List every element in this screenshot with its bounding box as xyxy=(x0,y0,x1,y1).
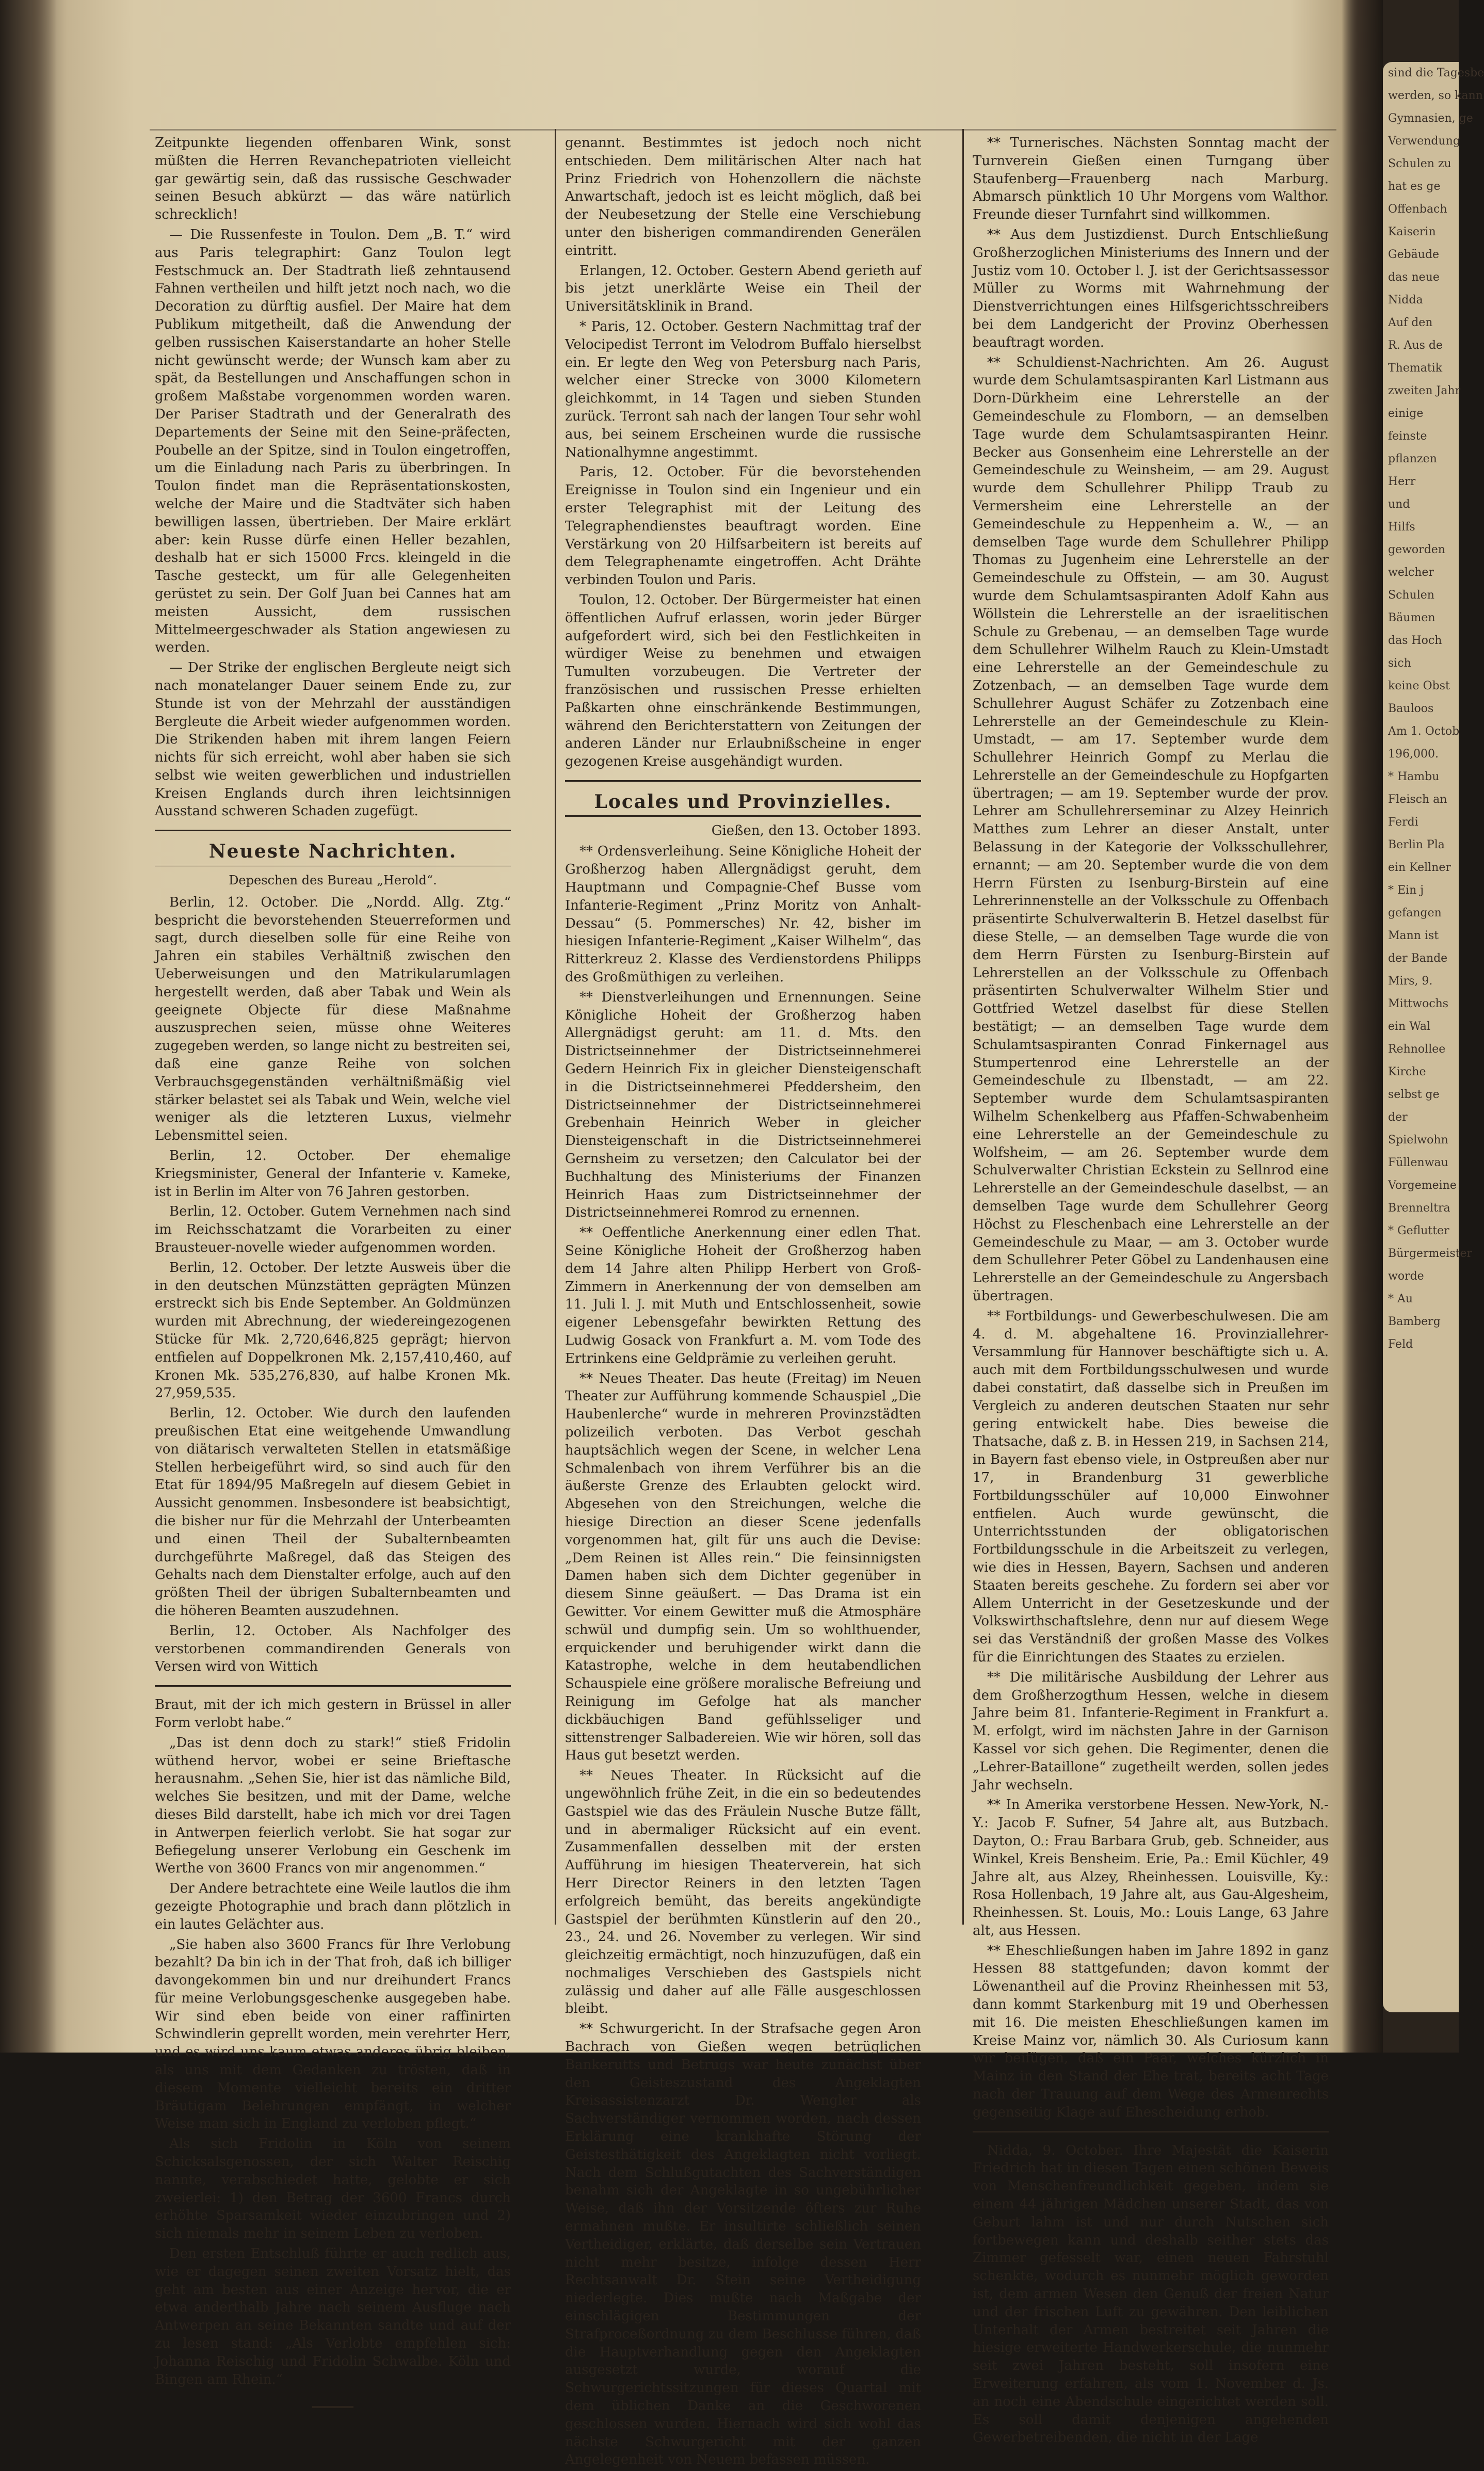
adjacent-page-line: Kaiserin xyxy=(1388,225,1436,238)
news-item: Berlin, 12. October. Der letzte Ausweis über die in den deutschen Münzstätten geprägten Münzen erstreckt sich bis Ende September. An Goldmünzen wurden mit Abrechnung, der wiedereingezogenen Stücke für Mk. 2,720,646,825 geprägt; hiervon entfielen auf Doppelkronen Mk. 2,157,410,460, auf Kronen Mk. 535,276,830, auf halbe Kronen Mk. 27,959,535. xyxy=(155,1259,511,1401)
adjacent-page-line: selbst ge xyxy=(1388,1088,1440,1101)
adjacent-page-line: Mirs, 9. xyxy=(1388,975,1433,988)
adjacent-page-line: gefangen xyxy=(1388,907,1442,919)
adjacent-page-line: der Bande xyxy=(1388,952,1448,965)
adjacent-page-fragment xyxy=(1383,62,1484,2012)
column-3 xyxy=(973,134,1329,2449)
adjacent-page-line: Ferdi xyxy=(1388,816,1418,829)
adjacent-page-line: sich xyxy=(1388,657,1411,670)
adjacent-page-line: Bürgermeister xyxy=(1388,1247,1473,1260)
adjacent-page-line: Vorgemeine xyxy=(1388,1179,1457,1192)
adjacent-page-line: einige xyxy=(1388,407,1424,420)
adjacent-page-line: das neue xyxy=(1388,271,1440,284)
article-paragraph: Zeitpunkte liegenden offenbaren Wink, sonst müßten die Herren Revanchepatrioten vielleicht gar gewärtig sein, daß das russische Geschwader seinen Besuch abkürzt — das wäre natürlich schrecklich! xyxy=(155,135,511,223)
adjacent-page-line: Fleisch an xyxy=(1388,793,1447,806)
adjacent-page-line: zweiten Jahr xyxy=(1388,384,1461,397)
dateline: Gießen, den 13. October 1893. xyxy=(711,822,921,838)
adjacent-page-line: Spielwohn xyxy=(1388,1134,1448,1146)
adjacent-page-line: geworden xyxy=(1388,543,1445,556)
adjacent-page-line: Nidda xyxy=(1388,294,1423,306)
adjacent-page-line: worde xyxy=(1388,1270,1424,1283)
adjacent-page-line: werden, so kann xyxy=(1388,89,1483,102)
adjacent-page-line: Bäumen xyxy=(1388,611,1435,624)
local-item: ** Dienstverleihungen und Ernennungen. Seine Königliche Hoheit der Großherzog haben Allergnädigst geruht: am 11. d. Mts. den Districtseinnehmer der Districtseinnehmerei Gedern Heinrich Fix in gleicher Diensteigenschaft in die Districtseinnehmerei Pfeddersheim, den Districtseinnehmer der Districtseinnehmerei Grebenhain Heinrich Weber in gleicher Diensteigenschaft in die Districtseinnehmerei Gernsheim zu versetzen; den Calculator bei der Buchhaltung des Ministeriums der Finanzen Heinrich Haas zum Districtseinnehmer der Districtseinnehmerei Romrod zu ernennen. xyxy=(565,989,921,1221)
column-divider xyxy=(962,129,964,1925)
adjacent-page-line: Kirche xyxy=(1388,1065,1426,1078)
adjacent-page-line: pflanzen xyxy=(1388,453,1437,465)
page-binding-edge xyxy=(0,0,57,2053)
local-item: Nidda, 9. October. Ihre Majestät die Kaiserin Friedrich hat in diesen Tagen einen schönen Beweis von Menschenfreundlichkeit gegeben, indem sie einem 44 jährigen Mädchen unserer Stadt, das von Geburt lahm ist und nur durch Nutschen sich fortbewegen kann und deshalb seither stets das Zimmer gefesselt war, einen neuen Fahrstuhl schenkte, wodurch es nunmehr möglich geworden ist, dem armen Wesen den Genuß der freien Natur und der frischen Luft zu gewähren. Den leiblichen Unterhalt der Armen bestreitet seit Jahren die hiesige erweiterte Handwerkerschule, die nunmehr seit zwei Jahren besteht, soll insofern eine Erweiterung erfahren, als vom 1. November d. Js. an noch eine Abendschule eingerichtet werden soll. Es soll damit denjenigen angehenden Gewerbetreibenden, die nicht in der Lage xyxy=(973,2142,1329,2446)
adjacent-page-line: feinste xyxy=(1388,430,1427,443)
adjacent-page-line: ein Wal xyxy=(1388,1020,1431,1033)
news-item: Berlin, 12. October. Wie durch den laufenden preußischen Etat eine weitgehende Umwandlung von diätarisch verwalteten Stellen in etatsmäßige Stellen herbeigeführt wird, so sind auch für den Etat für 1894/95 Maßregeln auf diesem Gebiet in Aussicht genommen. Insbesondere ist beabsichtigt, die bisher nur für die Mehrzahl der Unterbeamten und einen Theil der Subalternbeamten durchgeführte Maßregel, daß das Steigen des Gehalts nach dem Dienstalter erfolge, auch auf den größten Theil der übrigen Subalternbeamten und die höheren Beamten auszudehnen. xyxy=(155,1406,511,1619)
adjacent-page-line: Füllenwau xyxy=(1388,1156,1448,1169)
end-rule xyxy=(312,2406,353,2408)
local-item: ** Schwurgericht. In der Strafsache gegen Aron Bachrach von Gießen wegen betrüglichen Bankerutts und Betrugs war heute zunächst über den Geisteszustand des Angeklagten Kreisassistenzarzt Dr. Wengler als Sachverständiger vernommen worden, nach dessen Erklärung eine krankhafte Störung der Geistesthätigkeit des Angeklagten nicht vorliegt. Nach dem Schlußgutachten des Sachverständigen benahm sich der Angeklagte in so ungebührlicher Weise, daß ihn der Vorsitzende öfters zur Ruhe ermahnen mußte. Er insultirte schließlich seinen Vertheidiger, erklärte, daß derselbe sein Vertrauen nicht mehr besitze, infolge dessen Herr Rechtsanwalt Dr. Stein seine Vertheidigung niederlegte. Dies mußte nach Maßgabe der einschlägigen Bestimmungen der Strafproceßordnung zu dem Beschlusse führen, daß die Hauptverhandlung gegen den Angeklagten ausgesetzt wurde, worauf die Schwurgerichtssitzungen für dieses Quartal mit dem üblichen Danke an die Geschworenen geschlossen wurden. Hiernach wird sich wohl das nächste Schwurgericht mit der ganzen Angelegenheit von Neuem befassen müssen. xyxy=(565,2021,921,2468)
news-item: Berlin, 12. October. Als Nachfolger des verstorbenen commandirenden Generals von Versen wird von Wittich xyxy=(155,1623,511,1675)
adjacent-page-line: Herr xyxy=(1388,475,1416,488)
adjacent-page-line: Schulen xyxy=(1388,589,1434,602)
adjacent-page-line: der xyxy=(1388,1111,1408,1124)
feuilleton-rule xyxy=(155,1685,511,1687)
adjacent-page-line: sind die Tagesbe xyxy=(1388,67,1484,79)
section-subheading: Depeschen des Bureau „Herold“. xyxy=(229,873,437,888)
adjacent-page-line: Verwendung xyxy=(1388,135,1460,148)
adjacent-page-line: Auf den xyxy=(1388,316,1433,329)
news-item: * Paris, 12. October. Gestern Nachmittag traf der Velocipedist Terront im Velodrom Buffalo hierselbst ein. Er legte den Weg von Petersburg nach Paris, welcher einer Strecke von 3000 Kilometern gleichkommt, in 14 Tagen und sieben Stunden zurück. Terront sah nach der langen Tour sehr wohl aus, bei seinem Erscheinen wurde die russische Nationalhymne angestimmt. xyxy=(565,318,921,460)
section-heading-locales-und-provinzielles: Locales und Provinzielles. xyxy=(565,793,921,817)
story-paragraph: Als sich Fridolin in Köln von seinem Schicksalsgenossen, der sich Walter Reischig nannte, verabschiedet hatte, gelobte er sich zweierlei: 1) den Betrag der 3600 Francs durch erhöhte Sparsamkeit wieder einzubringen und 2) sich niemals mehr in seinem Leben zu verloben. xyxy=(155,2136,511,2242)
story-paragraph: Der Andere betrachtete eine Weile lautlos die ihm gezeigte Photographie und brach dann plötzlich in ein lautes Gelächter aus. xyxy=(155,1881,511,1932)
adjacent-page-line: Mittwochs xyxy=(1388,997,1449,1010)
adjacent-page-line: Berlin Pla xyxy=(1388,838,1445,851)
adjacent-page-line: * Hambu xyxy=(1388,770,1440,783)
local-item: ** Eheschließungen haben im Jahre 1892 in ganz Hessen 88 stattgefunden; davon kommt der Löwenantheil auf die Provinz Rheinhessen mit 53, dann kommt Starkenburg mit 19 und Oberhessen mit 16. Die meisten Eheschließungen kamen im Kreise Mainz vor, nämlich 30. Als Curiosum kann wir beifügen, daß ein Paar, welches kürzlich in Mainz in den Stand der Ehe trat, bereits acht Tage nach der Trauung auf dem Wege des Armenrechts gegenseitig Klage auf Ehescheidung erhob. xyxy=(973,1943,1329,2120)
story-paragraph: Den ersten Entschluß führte er auch redlich aus, wie er dagegen seinen zweiten Vorsatz hielt, das geht am besten aus einer Anzeige hervor, die er etwa anderthalb Jahre nach seinem Ausfluge nach Antwerpen an seine Bekannten sandte und auf der zu lesen stand: „Als Verlobte empfehlen sich: Johanna Reischig und Fridolin Schwalbe. Köln und Bingen am Rhein.“ xyxy=(155,2246,511,2387)
adjacent-page-line: * Geflutter xyxy=(1388,1224,1449,1237)
adjacent-page-line: Gebäude xyxy=(1388,248,1440,261)
story-paragraph: „Das ist denn doch zu stark!“ stieß Fridolin wüthend hervor, wobei er seine Brieftasche herausnahm. „Sehen Sie, hier ist das nämliche Bild, welches Sie besitzen, und mit der Dame, welche dieses Bild darstellt, habe ich mich vor drei Tagen in Antwerpen feierlich verlobt. Sie hat sogar zur Befiegelung unserer Verlobung ein Geschenk im Werthe von 3600 Francs von mir angenommen.“ xyxy=(155,1735,511,1877)
adjacent-page-line: ein Kellner xyxy=(1388,861,1451,874)
article-paragraph: — Die Russenfeste in Toulon. Dem „B. T.“ wird aus Paris telegraphirt: Ganz Toulon legt Festschmuck an. Der Stadtrath ließ zehntausend Fahnen vertheilen und hilft jetzt noch nach, wo die Decoration zu dürftig ausfiel. Der Maire hat dem Publikum mitgetheilt, daß die Anwendung der gelben russischen Kaiserstandarte an hoher Stelle nicht gewünscht werde; der Wunsch kam aber zu spät, da Bestellungen und Anschaffungen schon in großem Maßstabe vorgenommen worden waren. Der Pariser Stadtrath und der Generalrath des Departements der Seine mit den Seine-präfecten, Poubelle an der Spitze, sind in Toulon eingetroffen, um die Einladung nach Paris zu überbringen. In Toulon findet man die Repräsentationskosten, welche der Maire und die Stadtväter sich haben bewilligen lassen, übertrieben. Der Maire erklärt aber: kein Russe dürfe einen Heller bezahlen, deshalb hat er sich 15000 Frcs. kleingeld in die Tasche gesteckt, um für alle Gelegenheiten gerüstet zu sein. Der Golf Juan bei Cannes hat am meisten Aussicht, dem russischen Mittelmeergeschwader als Station angewiesen zu werden. xyxy=(155,227,511,656)
adjacent-page-line: Schulen zu xyxy=(1388,157,1451,170)
local-item: ** Neues Theater. In Rücksicht auf die ungewöhnlich frühe Zeit, in die ein so bedeutendes Gastspiel wie das des Fräulein Nusche Butze fällt, und in abermaliger Rücksicht auf ein event. Zusammenfallen desselben mit der ersten Aufführung im hiesigen Theaterverein, hat sich Herr Director Reiners in den letzten Tagen erfolgreich bemüht, das bereits angekündigte Gastspiel der berühmten Künstlerin auf den 20., 23., 24. und 26. November zu verlegen. Wir sind gleichzeitig ermächtigt, noch hinzuzufügen, daß ein nochmaliges Verschieben des Gastspiels nicht zulässig und daher auf alle Fälle ausgeschlossen bleibt. xyxy=(565,1768,921,2017)
local-item: ** Neues Theater. Das heute (Freitag) im Neuen Theater zur Aufführung kommende Schauspiel „Die Haubenlerche“ wurde in mehreren Provinzstädten polizeilich verboten. Das Verbot geschah hauptsächlich wegen der Scene, in welcher Lena Schmalenbach von ihrem Verführer bis an die äußerste Grenze des Erlaubten gelockt wird. Abgesehen von den Streichungen, welche die hiesige Direction an dieser Scene jedenfalls vorgenommen hat, gilt für uns auch die Devise: „Dem Reinen ist Alles rein.“ Die feinsinnigsten Damen haben sich dem Dichter gegenüber in diesem Sinne geäußert. — Das Drama ist ein Gewitter. Vor einem Gewitter muß die Atmosphäre schwül und dumpfig sein. Um so wohlthuender, erquickender und beruhigender wirkt dann die Katastrophe, welche in dem heutabendlichen Schauspiele eine größere moralische Befreiung und Reinigung im Gefolge hat als mancher dickbäuchigen Band gefühlsseliger und sittenstrenger Salbadereien. Wie wir hören, soll das Haus gut besetzt werden. xyxy=(565,1370,921,1764)
adjacent-page-line: und xyxy=(1388,498,1410,511)
local-item: ** Fortbildungs- und Gewerbeschulwesen. Die am 4. d. M. abgehaltene 16. Provinziallehrer-Versammlung für Hannover beschäftigte sich u. A. auch mit dem Fortbildungsschulwesen und wurde dabei constatirt, daß dasselbe sich in Preußen im Vergleich zu anderen deutschen Staaten nur sehr gering entwickelt habe. Dies beweise die Thatsache, daß z. B. in Hessen 219, in Sachsen 214, in Bayern fast ebenso viele, in Ostpreußen aber nur 17, in Brandenburg 31 gewerbliche Fortbildungsschüler auf 10,000 Einwohner entfielen. Auch wurde gewünscht, die Unterrichtsstunden der obligatorischen Fortbildungsschule in die Arbeitszeit zu verlegen, wie dies in Hessen, Bayern, Sachsen und anderen Staaten bereits geschehe. Zu fordern sei aber vor Allem Unterricht in der Gesetzeskunde und der Volkswirthschaftslehre, denn nur auf diesem Wege sei das Verständniß der großen Masse des Volkes für die Einrichtungen des Staates zu erzielen. xyxy=(973,1308,1329,1665)
adjacent-page-line: Am 1. Octob xyxy=(1388,725,1460,738)
news-item: Berlin, 12. October. Gutem Vernehmen nach sind im Reichsschatzamt die Vorarbeiten zu einer Brausteuer-novelle wieder aufgenommen worden. xyxy=(155,1204,511,1256)
local-item: ** Turnerisches. Nächsten Sonntag macht der Turnverein Gießen einen Turngang über Staufenberg—Frauenberg nach Marburg. Abmarsch pünktlich 10 Uhr Morgens vom Walthor. Freunde dieser Turnfahrt sind willkommen. xyxy=(973,135,1329,223)
page-gutter-shadow xyxy=(1342,0,1383,2053)
news-item: Paris, 12. October. Für die bevorstehenden Ereignisse in Toulon sind ein Ingenieur und ein erster Telegraphist mit der Leitung des Telegraphendienstes beauftragt worden. Eine Verstärkung von 20 Hilfsarbeitern ist bereits auf dem Telegraphenamte eingetroffen. Acht Drähte verbinden Toulon und Paris. xyxy=(565,464,921,588)
column-divider xyxy=(555,129,556,1925)
adjacent-page-line: welcher xyxy=(1388,566,1434,579)
adjacent-page-line: * Au xyxy=(1388,1293,1413,1305)
adjacent-page-line: R. Aus de xyxy=(1388,339,1443,352)
adjacent-page-line: Bamberg xyxy=(1388,1315,1441,1328)
adjacent-page-line: Gymnasien, ge xyxy=(1388,112,1473,125)
story-paragraph: Braut, mit der ich mich gestern in Brüssel in aller Form verlobt habe.“ xyxy=(155,1697,511,1731)
adjacent-page-line: hat es ge xyxy=(1388,180,1441,193)
adjacent-page-line: Offenbach xyxy=(1388,203,1447,216)
local-item: ** In Amerika verstorbene Hessen. New-York, N.-Y.: Jacob F. Sufner, 54 Jahre alt, aus Butzbach. Dayton, O.: Frau Barbara Grub, geb. Schneider, aus Winkel, Kreis Bensheim. Erie, Pa.: Emil Küchler, 49 Jahre alt, aus Alzey, Rheinhessen. Louisville, Ky.: Rosa Hollenbach, 19 Jahre alt, aus Gau-Algesheim, Rheinhessen. St. Louis, Mo.: Louis Lange, 63 Jahre alt, aus Hessen. xyxy=(973,1797,1329,1939)
section-rule xyxy=(973,2131,1329,2133)
adjacent-page-line: Thematik xyxy=(1388,362,1443,375)
section-rule xyxy=(155,830,511,831)
news-item: Berlin, 12. October. Der ehemalige Kriegsminister, General der Infanterie v. Kameke, ist in Berlin im Alter von 76 Jahren gestorben. xyxy=(155,1148,511,1200)
local-item: ** Ordensverleihung. Seine Königliche Hoheit der Großherzog haben Allergnädigst geruht, dem Hauptmann und Compagnie-Chef Busse vom Infanterie-Regiment „Prinz Moritz von Anhalt-Dessau“ (5. Pommersches) Nr. 42, bisher im hiesigen Infanterie-Regiment „Kaiser Wilhelm“, das Ritterkreuz 2. Klasse des Verdienstordens Philipps des Großmüthigen zu verleihen. xyxy=(565,844,921,986)
section-heading-neueste-nachrichten: Neueste Nachrichten. xyxy=(155,843,511,866)
adjacent-page-line: das Hoch xyxy=(1388,634,1442,647)
local-item: ** Schuldienst-Nachrichten. Am 26. August wurde dem Schulamtsaspiranten Karl Listmann aus Dorn-Dürkheim eine Lehrerstelle an der Gemeindeschule zu Flomborn, — an demselben Tage wurde dem Schulamtsaspiranten Heinr. Becker aus Gonsenheim eine Lehrerstelle an der Gemeindeschule zu Weinsheim, — am 29. August wurde dem Schullehrer Philipp Traub zu Vermersheim eine Lehrerstelle an der Gemeindeschule zu Heppenheim a. W., — an demselben Tage wurde dem Schullehrer Philipp Thomas zu Jugenheim eine Lehrerstelle an der Gemeindeschule zu Offstein, — am 30. August wurde dem Schulamtsaspiranten Adolf Kahn aus Wöllstein die Lehrerstelle an der israelitischen Schule zu Grebenau, — an demselben Tage wurde dem Schullehrer Wilhelm Rauch zu Klein-Umstadt eine Lehrerstelle an der Gemeindeschule zu Zotzenbach, — an demselben Tage wurde dem Schullehrer August Schäfer zu Zotzenbach eine Lehrerstelle an der Gemeindeschule zu Klein-Umstadt, — am 17. September wurde dem Schullehrer Heinrich Gompf zu Merlau die Lehrerstelle an der Gemeindeschule zu Hopfgarten übertragen; — am 19. September wurde der prov. Lehrer am Schullehrerseminar zu Alzey Heinrich Matthes zum Lehrer an dieser Anstalt, unter Belassung in der Kategorie der Volksschullehrer, ernannt; — am 20. September wurde die von dem Herrn Fürsten zu Isenburg-Birstein auf eine Lehrerinnenstelle an der Volksschule zu Offenbach präsentirte Schulverwalterin B. Hetzel daselbst für diese Stelle, — an demselben Tage wurde die von dem Herrn Fürsten zu Isenburg-Birstein auf Lehrerstellen an der Volksschule zu Offenbach präsentirten Schulverwalter Wilhelm Stier und Gottfried Wetzel daselbst für diese Stellen bestätigt; — an demselben Tage wurde dem Schulamtsaspiranten Conrad Finkernagel aus Stumpertenrod eine Lehrerstelle an der Gemeindeschule zu Ilbenstadt, — am 22. September wurde dem Schulamtsaspiranten Wilhelm Schenkelberg aus Pfaffen-Schwabenheim eine Lehrerstelle an der Gemeindeschule zu Wolfsheim, — am 26. September wurde dem Schulverwalter Christian Eckstein zu Sellnrod eine Lehrerstelle an der Gemeindeschule daselbst, — an demselben Tage wurde dem Schullehrer Georg Höchst zu Fleschenbach eine Lehrerstelle an der Gemeindeschule zu Maar, — am 3. October wurde dem Schullehrer Peter Göbel zu Landenhausen eine Lehrerstelle an der Gemeindeschule zu Angersbach übertragen. xyxy=(973,354,1329,1304)
news-item: genannt. Bestimmtes ist jedoch noch nicht entschieden. Dem militärischen Alter nach hat Prinz Friedrich von Hohenzollern die nächste Anwartschaft, jedoch ist es leicht möglich, daß bei der Neubesetzung der Stelle eine Verschiebung unter den bisherigen commandirenden Generälen eintritt. xyxy=(565,135,921,259)
local-item: ** Oeffentliche Anerkennung einer edlen That. Seine Königliche Hoheit der Großherzog haben dem 14 Jahre alten Philipp Herbert von Groß-Zimmern in Anerkennung der von demselben am 11. Juli l. J. mit Muth und Entschlossenheit, sowie eigener Lebensgefahr bewirkten Rettung des Ludwig Gosack von Frankfurt a. M. vom Tode des Ertrinkens eine Geldprämie zu verleihen geruht. xyxy=(565,1225,921,1366)
section-rule xyxy=(565,780,921,782)
local-item: ** Aus dem Justizdienst. Durch Entschließung Großherzoglichen Ministeriums des Innern und der Justiz vom 10. October l. J. ist der Gerichtsassessor Müller zu Worms mit Wahrnehmung der Dienstverrichtungen eines Hilfsgerichtsschreibers bei dem Landgericht der Provinz Oberhessen beauftragt worden. xyxy=(973,227,1329,350)
adjacent-page-line: Mann ist xyxy=(1388,929,1439,942)
adjacent-page-line: Bauloos xyxy=(1388,702,1434,715)
local-item: ** Die militärische Ausbildung der Lehrer aus dem Großherzogthum Hessen, welche in diesem Jahre beim 81. Infanterie-Regiment in Frankfurt a. M. erfolgt, wird im nächsten Jahre in der Garnison Kassel vor sich gehen. Die Regimenter, denen die „Lehrer-Bataillone“ zugetheilt werden, sollen jedes Jahr wechseln. xyxy=(973,1669,1329,1793)
adjacent-page-line: keine Obst xyxy=(1388,680,1450,692)
news-item: Toulon, 12. October. Der Bürgermeister hat einen öffentlichen Aufruf erlassen, worin jeder Bürger aufgefordert wird, sich bei den Festlichkeiten in würdiger Weise zu benehmen und etwaigen Tumulten vorzubeugen. Die Vertreter der französischen und russischen Presse erhielten Paßkarten ohne einschränkende Bestimmungen, während den Berichterstattern von Zeitungen der anderen Länder nur Erlaubnißscheine in enger gezogenen Kreise ausgehändigt wurden. xyxy=(565,592,921,770)
adjacent-page-line: Brenneltra xyxy=(1388,1202,1450,1215)
article-paragraph: — Der Strike der englischen Bergleute neigt sich nach monatelanger Dauer seinem Ende zu, zur Stunde ist von der Mehrzahl der ausständigen Bergleute die Arbeit wieder aufgenommen worden. Die Strikenden haben mit ihrem langen Feiern nichts für sich erreicht, wohl aber haben sie sich selbst wie weiten gewerblichen und industriellen Kreisen Englands durch ihren leichtsinnigen Ausstand schweren Schaden zugefügt. xyxy=(155,660,511,819)
adjacent-page-line: Hilfs xyxy=(1388,521,1415,534)
adjacent-page-line: Rehnollee xyxy=(1388,1043,1446,1056)
adjacent-page-line: Feld xyxy=(1388,1338,1413,1351)
adjacent-page-line: * Ein j xyxy=(1388,884,1424,897)
column-1 xyxy=(155,134,511,2426)
news-item: Erlangen, 12. October. Gestern Abend gerieth auf bis jetzt unerklärte Weise ein Theil der Universitätsklinik in Brand. xyxy=(565,263,921,315)
story-paragraph: „Sie haben also 3600 Francs für Ihre Verlobung bezahlt? Da bin ich in der That froh, daß ich billiger davongekommen bin und nur dreihundert Francs für meine Verlobungsgeschenke ausgegeben habe. Wir sind eben beide von einer raffinirten Schwindlerin geprellt worden, mein verehrter Herr, und es wird uns kaum etwas anderes übrig bleiben, als uns mit dem Gedanken zu trösten, daß in diesem Momente vielleicht bereits ein dritter Bräutigam Belehrungen empfängt, in welcher Weise man sich in England zu verloben pflegt.“ xyxy=(155,1936,511,2132)
top-rule xyxy=(150,129,1336,131)
news-item: Berlin, 12. October. Die „Nordd. Allg. Ztg.“ bespricht die bevorstehenden Steuerreformen und sagt, durch dieselben solle für eine Reihe von Jahren ein stabiles Verhältniß zwischen den Ueberweisungen und den Matrikularumlagen hergestellt werden, daß aber Tabak und Wein als geeignete Objecte für diese Maßnahme auszusprechen seien, müsse ohne Weiteres zugegeben werden, so lange nicht zu bestreiten sei, daß eine ganze Reihe von solchen Verbrauchsgegenständen verhältnißmäßig viel stärker belastet sei als Tabak und Wein, welche viel weniger als die letzteren Luxus, vielmehr Lebensmittel seien. xyxy=(155,894,511,1144)
adjacent-page-line: 196,000. xyxy=(1388,748,1439,761)
column-2 xyxy=(565,134,921,2471)
